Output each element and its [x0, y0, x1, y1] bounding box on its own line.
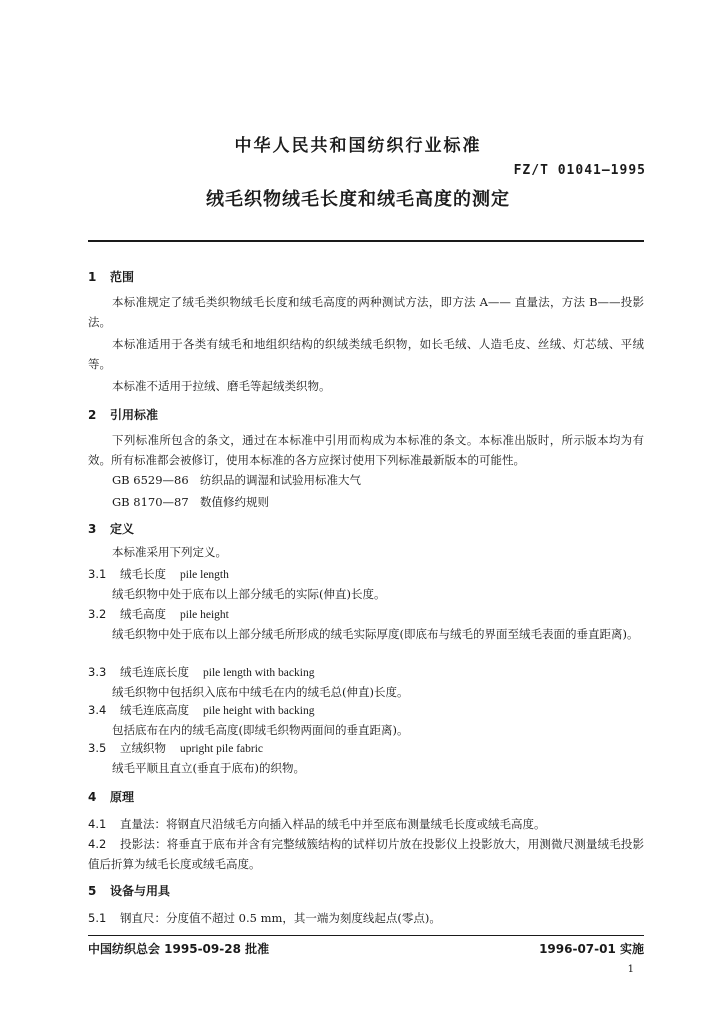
document-title: 绒毛织物绒毛长度和绒毛高度的测定 — [206, 189, 510, 210]
definition-term-en: upright pile fabric — [180, 743, 264, 755]
clause-number: 3.5 — [88, 741, 107, 755]
section-1-paragraph: 本标准适用于各类有绒毛和地组织结构的织绒类绒毛织物，如长毛绒、人造毛皮、丝绒、灯芯绒、平绒等。 — [88, 337, 644, 371]
section-1-paragraph: 本标准规定了绒毛类织物绒毛长度和绒毛高度的两种测试方法，即方法 A—— 直量法，方法 B——投影法。 — [88, 295, 644, 329]
definition-text: 绒毛织物中处于底布以上部分绒毛的实际(伸直)长度。 — [112, 587, 386, 601]
definition-term: 绒毛长度 — [120, 567, 166, 581]
definition-term-en: pile height — [180, 609, 229, 621]
definition-term: 绒毛连底长度 — [120, 665, 189, 679]
definition-text: 绒毛织物中处于底布以上部分绒毛所形成的绒毛实际厚度(即底布与绒毛的界面至绒毛表面的垂直距离)。 — [112, 627, 639, 641]
principle-item — [88, 814, 546, 834]
definition-term-en: pile height with backing — [203, 705, 315, 717]
section-title: 范围 — [110, 270, 135, 284]
definition-text: 绒毛平顺且直立(垂直于底布)的织物。 — [112, 761, 305, 775]
clause-number: 4.2 — [88, 837, 107, 851]
definition-heading — [88, 604, 229, 625]
reference-code: GB 6529—86 — [112, 473, 189, 487]
issuing-org-title: 中华人民共和国纺织行业标准 — [234, 136, 482, 156]
section-5-heading — [88, 882, 170, 899]
section-title: 原理 — [110, 790, 135, 804]
section-3-heading — [88, 520, 134, 537]
section-1-heading — [88, 268, 134, 285]
section-number: 4 — [88, 790, 97, 804]
section-number: 2 — [88, 408, 97, 422]
definition-heading — [88, 700, 314, 721]
reference-item — [112, 492, 269, 512]
definition-heading — [88, 738, 263, 759]
section-2-heading — [88, 406, 158, 423]
definition-term: 绒毛连底高度 — [120, 703, 189, 717]
approval-date: 中国纺织总会 1995-09-28 批准 — [88, 942, 270, 956]
reference-item — [112, 470, 361, 490]
section-title: 定义 — [110, 522, 135, 536]
clause-number: 5.1 — [88, 911, 107, 925]
principle-text: 直量法：将钢直尺沿绒毛方向插入样品的绒毛中并至底布测量绒毛长度或绒毛高度。 — [120, 817, 546, 831]
definition-heading — [88, 564, 229, 585]
section-title: 设备与用具 — [110, 884, 171, 898]
section-4-heading — [88, 788, 134, 805]
header-rule — [88, 240, 644, 242]
definition-text: 绒毛织物中包括织入底布中绒毛在内的绒毛总(伸直)长度。 — [112, 685, 409, 699]
footer-rule — [88, 935, 644, 936]
section-2-paragraph: 下列标准所包含的条文，通过在本标准中引用而构成为本标准的条文。本标准出版时，所示版本均为有效。所有标准都会被修订，使用本标准的各方应探讨使用下列标准最新版本的可能性。 — [88, 433, 644, 467]
page-number: 1 — [627, 964, 634, 975]
equipment-text: 钢直尺：分度值不超过 0.5 mm，其一端为刻度线起点(零点)。 — [120, 911, 441, 925]
reference-title: 数值修约规则 — [200, 495, 269, 509]
principle-text: 投影法：将垂直于底布并含有完整绒簇结构的试样切片放在投影仪上投影放大，用测微尺测量绒毛投影值后折算为绒毛长度或绒毛高度。 — [88, 837, 644, 871]
clause-number: 3.4 — [88, 703, 107, 717]
standard-code: FZ/T 01041—1995 — [513, 163, 646, 178]
clause-number: 3.1 — [88, 567, 107, 581]
section-number: 1 — [88, 270, 97, 284]
definition-term: 绒毛高度 — [120, 607, 166, 621]
section-number: 5 — [88, 884, 97, 898]
definition-text: 包括底布在内的绒毛高度(即绒毛织物两面间的垂直距离)。 — [112, 723, 409, 737]
principle-item — [88, 834, 644, 874]
equipment-item — [88, 908, 441, 928]
definition-term-en: pile length — [180, 569, 229, 581]
effective-date: 1996-07-01 实施 — [539, 942, 644, 956]
clause-number: 4.1 — [88, 817, 107, 831]
reference-title: 纺织品的调湿和试验用标准大气 — [200, 473, 361, 487]
section-3-intro: 本标准采用下列定义。 — [112, 545, 227, 559]
clause-number: 3.3 — [88, 665, 107, 679]
definition-term: 立绒织物 — [120, 741, 166, 755]
definition-heading — [88, 662, 314, 683]
definition-term-en: pile length with backing — [203, 667, 315, 679]
clause-number: 3.2 — [88, 607, 107, 621]
section-number: 3 — [88, 522, 97, 536]
section-1-paragraph: 本标准不适用于拉绒、磨毛等起绒类织物。 — [112, 379, 331, 393]
reference-code: GB 8170—87 — [112, 495, 189, 509]
section-title: 引用标准 — [110, 408, 159, 422]
